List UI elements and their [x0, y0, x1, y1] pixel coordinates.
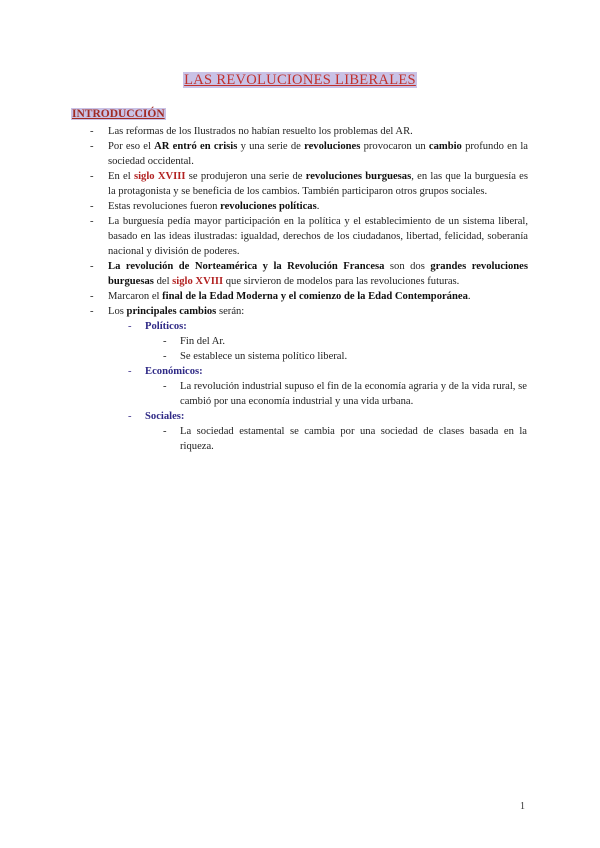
bullet-dash: - — [128, 411, 132, 422]
category-heading: Políticos: — [145, 321, 187, 332]
bullet-dash: - — [163, 351, 167, 362]
title-wrapper — [0, 71, 600, 89]
bullet-dash: - — [163, 381, 167, 392]
list-item — [0, 199, 528, 214]
bold-text: La revolución de Norteamérica y la Revolución Francesa — [108, 261, 385, 272]
bullet-dash: - — [90, 291, 94, 302]
change-point — [0, 379, 527, 409]
text-run: En el — [108, 171, 134, 182]
list-item — [0, 289, 528, 304]
change-category — [0, 364, 525, 379]
bold-text: grandes revoluciones burguesas — [108, 261, 528, 287]
text-run: profundo en la sociedad occidental. — [108, 141, 529, 167]
text-run: Los — [108, 306, 127, 317]
category-heading: Económicos: — [145, 366, 203, 377]
document-title: LAS REVOLUCIONES LIBERALES — [184, 72, 416, 88]
text-run: se produjeron una serie de — [185, 171, 306, 182]
list-item — [0, 259, 528, 289]
bullet-dash: - — [90, 141, 94, 152]
bold-text: siglo XVIII — [172, 276, 224, 287]
text-run: , en las que la burguesía es la protagonista y se beneficia de los cambios. También participaron otros grupos sociales. — [108, 171, 528, 197]
change-category — [0, 409, 525, 424]
bold-text: cambio — [428, 141, 462, 152]
text-run: serán: — [216, 306, 245, 317]
text-run: del — [153, 276, 173, 287]
bold-text: revoluciones — [304, 141, 361, 152]
text-run: Se establece un sistema político liberal. — [180, 351, 348, 362]
bullet-dash: - — [90, 201, 94, 212]
bullet-dash: - — [163, 336, 167, 347]
bullet-dash: - — [163, 426, 167, 437]
text-run: La burguesía pedía mayor participación en la política y el establecimiento de un sistema liberal, basado en las ideas ilustradas: igualdad, derechos de los ciudadanos, libertad, felicidad, soberanía nacional y división de poderes. — [108, 216, 528, 257]
text-run: Estas revoluciones fueron — [108, 201, 221, 212]
bold-text: revoluciones burguesas — [305, 171, 412, 182]
text-run: . — [467, 291, 471, 302]
bullet-dash: - — [90, 261, 94, 272]
text-run: son dos — [384, 261, 431, 272]
page-number: 1 — [520, 801, 525, 812]
change-category — [0, 319, 525, 334]
list-item — [0, 214, 528, 259]
list-item — [0, 124, 528, 139]
bold-text: siglo XVIII — [133, 171, 186, 182]
text-run: Por eso el — [108, 141, 155, 152]
list-item — [0, 169, 528, 199]
text-run: La sociedad estamental se cambia por una sociedad de clases basada en la riqueza. — [180, 426, 527, 452]
text-run: La revolución industrial supuso el fin de la economía agraria y de la vida rural, se cambió por una economía industrial y una vida urbana. — [180, 381, 527, 407]
text-run: que sirvieron de modelos para las revoluciones futuras. — [223, 276, 460, 287]
section-heading: INTRODUCCIÓN — [72, 108, 165, 120]
list-item — [0, 304, 528, 319]
bold-text: AR entró en crisis — [154, 141, 238, 152]
bullet-dash: - — [128, 366, 132, 377]
text-run: Fin del Ar. — [180, 336, 226, 347]
change-point — [0, 334, 527, 349]
bullet-dash: - — [90, 126, 94, 137]
bold-text: revoluciones políticas — [220, 201, 317, 212]
bullet-list — [0, 124, 600, 454]
bullet-dash: - — [128, 321, 132, 332]
text-run: Marcaron el — [108, 291, 163, 302]
list-item — [0, 139, 528, 169]
bold-text: final de la Edad Moderna y el comienzo de la Edad Contemporánea — [162, 291, 468, 302]
bullet-dash: - — [90, 216, 94, 227]
text-run: provocaron un — [360, 141, 429, 152]
bullet-dash: - — [90, 306, 94, 317]
change-point — [0, 349, 527, 364]
change-point — [0, 424, 527, 454]
bullet-dash: - — [90, 171, 94, 182]
text-run: y una serie de — [237, 141, 305, 152]
category-heading: Sociales: — [145, 411, 185, 422]
bold-text: principales cambios — [126, 306, 217, 317]
text-run: . — [316, 201, 320, 212]
text-run: Las reformas de los Ilustrados no habían resuelto los problemas del AR. — [108, 126, 413, 137]
